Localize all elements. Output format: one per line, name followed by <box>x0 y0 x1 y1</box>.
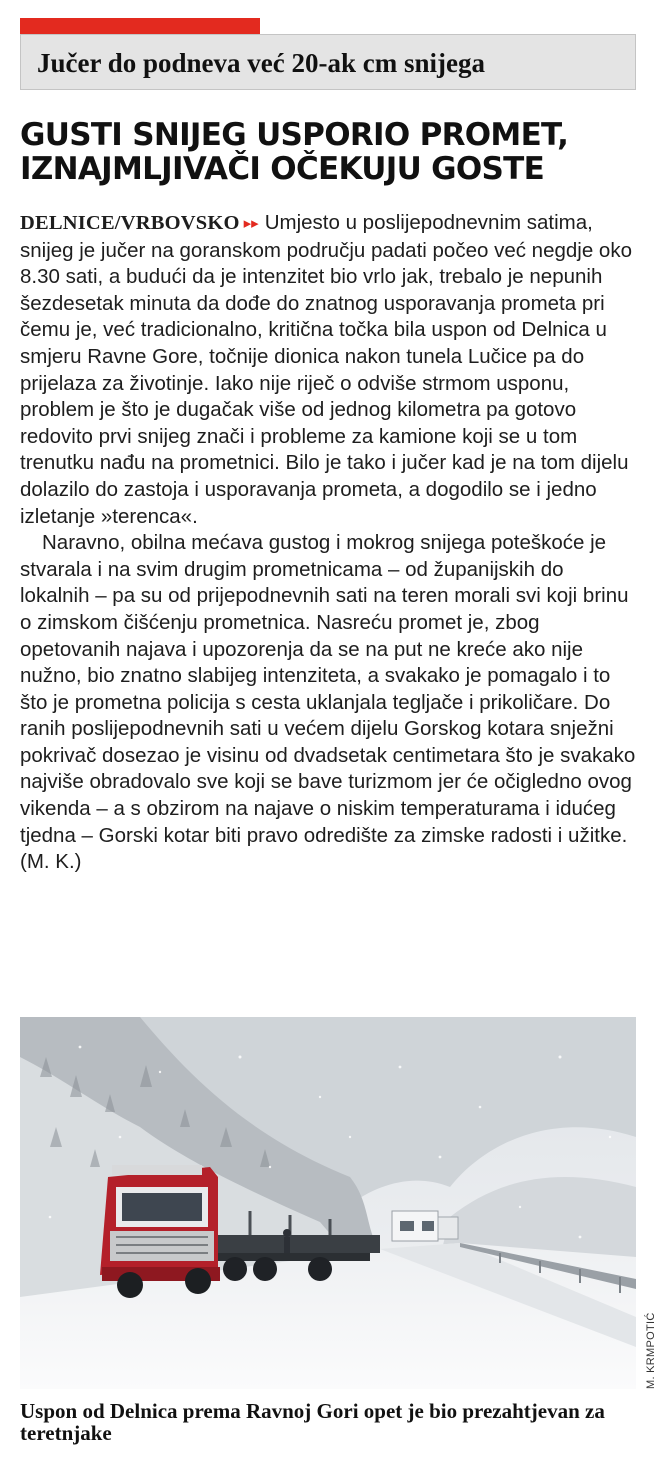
snowy-road-photo <box>20 1017 636 1389</box>
headline <box>20 118 640 186</box>
photo-credit: M. KRMPOTIĆ <box>645 1312 657 1389</box>
article-body <box>20 210 636 876</box>
paragraph-2: Naravno, obilna mećava gustog i mokrog snijega poteškoće je stvarala i na svim drugim prometnicama – od županijskih do lokalnih – pa su od prijepodnevnih sati na teren morali svi koji brinu o zimskom čišćenju prometnica. Nasreću promet je, zbog opetovanih najava i upozorenja da se na put ne kreće ako nije nužno, bio znatno slabijeg intenziteta, a svakako je pomagalo i to što je prometna policija s cesta uklanjala tegljače i prikoličare. Do ranih poslijepodnevnih sati u većem dijelu Gorskog kotara snježni pokrivač dosezao je visinu od dvadsetak centimetara što je svakako najviše obradovalo sve koji se bave turizmom jer će očigledno ovog vikenda – a s obzirom na najave o niskim temperaturama i idućeg tjedna – Gorski kotar biti pravo odredište za zimske radosti i užitke. (M. K.) <box>20 531 636 874</box>
dateline: DELNICE/VRBOVSKO <box>20 212 240 234</box>
paragraph-1 <box>20 210 636 530</box>
paragraph-1-text: Umjesto u poslijepodnevnim satima, snijeg je jučer na goranskom području padati počeo već negdje oko 8.30 sati, a budući da je intenzitet bio vrlo jak, trebalo je nepunih šezdesetak minuta da dođe do znatnog usporavanja prometa pri čemu je, već tradicionalno, kritična točka bila uspon od Delnica u smjeru Ravne Gore, točnije dionica nakon tunela Lučice pa do prijelaza za životinje. Iako nije riječ o odviše strmom usponu, problem je što je dugačak više od jednog kilometra pa gotovo redovito prvi snijeg znači i probleme za kamione koji se u tom trenutku nađu na prometnici. Bilo je tako i jučer kad je na tom dijelu dolazilo do zastoja i usporavanja prometa, a dogodilo se i jedno izletanje »terenca«. <box>20 211 632 528</box>
kicker-subheadline: Jučer do podneva već 20-ak cm snijega <box>20 34 636 90</box>
photo-caption: Uspon od Delnica prema Ravnoj Gori opet je bio prezahtjevan za teretnjake <box>20 1399 605 1445</box>
headline-line-1: GUSTI SNIJEG USPORIO PROMET, <box>20 117 569 153</box>
double-arrow-icon: ▸▸ <box>243 215 259 232</box>
section-accent-bar <box>20 18 260 34</box>
headline-line-2: IZNAJMLJIVAČI OČEKUJU GOSTE <box>20 151 545 187</box>
